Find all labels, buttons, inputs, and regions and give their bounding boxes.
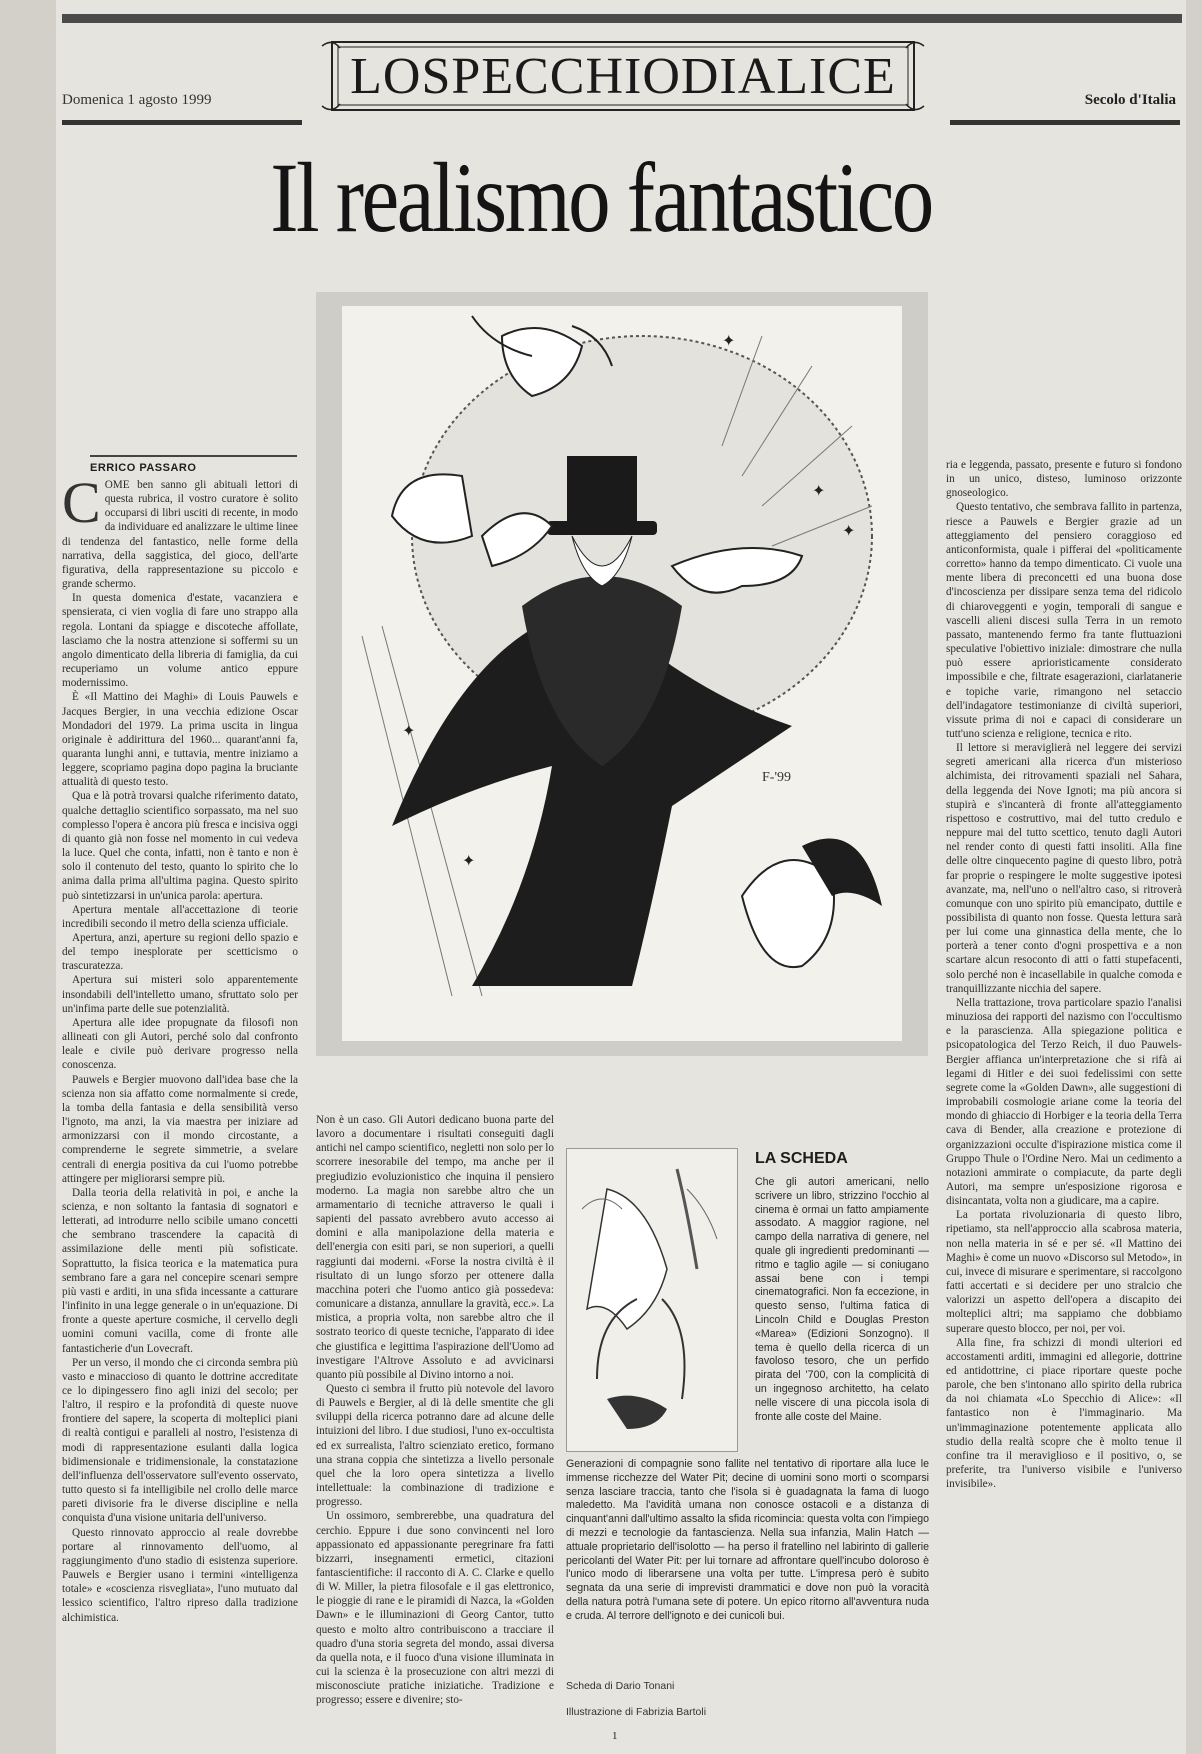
article-paragraph: Qua e là potrà trovarsi qualche riferimento datato, qualche dettaglio scientifico sorpassato, ma nel suo complesso l'opera è ancora più fresca e incisiva oggi di quanto già non fosse nel momento in cui vedeva la luce. Quel che conta, infatti, non è tanto e non è solo il contenuto del testo, quanto lo spirito che lo anima dalla prima all'ultima pagina. Questo spirito può sintetizzarsi in un'unica parola: apertura. [62,790,298,902]
article-paragraph: OME ben sanno gli abituali lettori di questa rubrica, il vostro curatore è solito occuparsi di libri usciti di recente, in modo da individuare ed analizzare le ultime linee di tendenza del fantastico, nelle forme della narrativa, della saggistica, del gioco, dell'arte figurativa, della rappresentazione su piccolo e grande schermo. [62,479,298,591]
article-paragraph: È «Il Mattino dei Maghi» di Louis Pauwels e Jacques Bergier, in una vecchia edizione Oscar Mondadori del 1979. La prima uscita in lingua originale è addirittura del 1960... quarant'anni fa, quaranta lunghi anni, e tuttavia, mentre iniziamo a leggere, scopriamo pagina dopo pagina la bruciante attualità di questo testo. [62,691,298,789]
byline-rule [90,455,297,457]
svg-text:✦: ✦ [722,331,736,350]
header-rule-right [950,120,1180,125]
masthead [318,36,928,116]
article-paragraph: Dalla teoria della relatività in poi, e anche la scienza, e non soltanto la fantasia di sognatori e letterati, ad introdurre nello scibile umano concetti che sembrano trascendere la capacità di assimilazione delle menti più sofisticate. Soprattutto, la fisica teorica e la matematica pura sembrano fare a gara nel concepire scenari sempre più vasti e arditi, in una sfida incessante a catturare l'infinito in una legge generale o in un'equazione. Di fronte a queste aperture cosmiche, il cervello degli uomini comuni vacilla, come di fronte alle fantasticherie d'un Lovecraft. [62,1186,298,1355]
scheda-title: LA SCHEDA [755,1150,848,1167]
article-paragraph: La portata rivoluzionaria di questo libro, ripetiamo, sta nell'approccio alla scabrosa materia, non nella materia in sé e per sé. «Il Mattino dei Maghi» è come un nuovo «Discorso sul Metodo», in cui, invece di misurare e sperimentare, si raccolgono fatti accertati e si decidere per uno stralcio che valorizzi un aspetto dell'opera a discapito dei molteplici altri; ma sappiamo che dobbiamo superare questo blocco, per noi, per voi. [946,1209,1182,1335]
scheda-text-top: Che gli autori americani, nello scrivere un libro, strizzino l'occhio al cinema è ormai un fatto ampiamente assodato. A maggior ragione, nel campo della narrativa di genere, nel quale gli ingredienti predominanti — ritmo e taglio agile — si coniugano assai bene con i tempi cinematografici. Non fa eccezione, in questo senso, l'ultima fatica di Lincoln Child e Douglas Preston «Marea» (Edizioni Sonzogno). Il tema è quello della ricerca di un favoloso tesoro, che un perfido pirata del '700, con la complicità di un ingegnoso architetto, ha celato nelle viscere di una piccola isola di fronte alle coste del Maine. [755,1176,929,1423]
warrior-illustration [567,1149,737,1451]
illustration-signature: F-'99 [762,770,791,785]
scheda-credit: Scheda di Dario Tonani [566,1680,675,1692]
article-paragraph: Per un verso, il mondo che ci circonda sembra più vasto e minaccioso di quanto le dottrine accreditate ce lo dipingessero fino agli inizi del secolo; per l'altro, il respiro e la profondità di queste nuove frontiere del sapere, la scoperta di molteplici piani di realtà contigui e paralleli al nostro, l'esistenza di modi di rappresentazione esulanti dalla logica bidimensionale e tridimensionale, la constatazione dell'influenza dell'osservatore sull'evento osservato, tutto questo si fa intelligibile nel crollo delle marce pareti divisorie fra le diverse discipline e nella conquista d'una visione unitaria dell'universo. [62,1356,298,1525]
article-paragraph: Questo rinnovato approccio al reale dovrebbe portare al rinnovamento dell'uomo, al raggiungimento d'uno stadio di esistenza superiore. Pauwels e Bergier usano i termini «intelligenza totale» e «coscienza risvegliata», l'uno mutuato dal lessico scientifico, l'altro ripreso dalla tradizione alchimistica. [62,1526,298,1624]
svg-text:✦: ✦ [842,521,856,540]
headline: Il realismo fantastico [270,142,932,253]
header-rule-left [62,120,302,125]
article-paragraph: Non è un caso. Gli Autori dedicano buona parte del lavoro a documentare i risultati conseguiti dagli antichi nel campo scientifico, negletti non solo per lo scorrere inesorabile del tempo, ma anche per il pregiudizio evoluzionistico che inquina il pensiero moderno. La magia non sarebbe altro che un armamentario di tecniche attraverso le quali i sapienti del passato avrebbero avuto accesso ai domini e alla manipolazione della materia e dell'energia con esiti pari, se non superiori, a quelli raggiunti dai moderni. «Forse la nostra civiltà è il risultato di un lungo sforzo per ottenere dalla macchina poteri che l'uomo antico già possedeva: comunicare a distanza, annullare la gravità, ecc.». La mistica, a propria volta, non sarebbe altro che il sostrato teorico di queste tecniche, l'apparato di idee che giustifica e legittima l'aspirazione dell'Uomo ad investigare l'Altrove Assoluto e ad avvicinarsi quanto più possibile al Divino intorno a noi. [316,1114,554,1381]
article-paragraph: Un ossimoro, sembrerebbe, una quadratura del cerchio. Eppure i due sono convincenti nel loro appassionato ed appassionante peregrinare fra fatti bizzarri, insegnamenti ermetici, citazioni fantascientifiche: il racconto di A. C. Clarke e quello di W. Miller, la pietra filosofale e il gas elettronico, le pioggie di rane e le piramidi di Nazca, la «Golden Dawn» e le illuminazioni di Georg Cantor, tutto questo e molto altro contribuiscono a tracciare il quadro d'una storia segreta del mondo, assai diversa da quella nota, e il fuoco d'una visione illuminata in cui la scienza è la prosecuzione con altri mezzi di misconosciute pratiche iniziatiche. Tradizione e progresso; essere e divenire; sto- [316,1510,554,1707]
svg-text:✦: ✦ [462,851,476,870]
magician-illustration [342,306,902,1041]
article-paragraph: Alla fine, fra schizzi di mondi ulteriori ed accostamenti arditi, immagini ed allegorie, dottrine ed antidottrine, ci piace riportare queste poche parole, che ben s'intonano allo spirito della rubrica da noi chiamata «Lo Specchio di Alice»: «Il fantastico non è l'immaginario. Ma un'immaginazione potentemente applicata allo studio della realtà scopre che è molto tenue il confine tra il meraviglioso e il positivo, o, se preferite, tra l'universo visibile e l'universo invisibile». [946,1336,1182,1491]
article-paragraph: Il lettore si meraviglierà nel leggere dei servizi segreti americani alla ricerca d'un misterioso alchimista, dei ritrovamenti spaziali nel Sahara, della leggenda dei Nove Ignoti; ma più ancora si stupirà e s'incanterà di fronte all'atteggiamento rispettoso e costruttivo, mai del tutto credulo e neppure mai del tutto scettico, tenuto dagli Autori nel render conto di questi fatti insoliti. Alla fine delle oltre cinquecento pagine di questo libro, potrà far proprie o respingere le molte suggestive ipotesi avanzate, ma, nell'uno o nell'altro caso, si ritroverà comunque con uno spirito più emancipato, duttile e possibilista di quanto non fosse. Questa lettura sarà per lui come una ginnastica della mente, che lo porterà a tener conto d'ogni prospettiva e a non scartare alcun resoconto di atti o fatti stupefacenti, solo perché non è incasellabile in qualche comoda e tranquillizzante nicchia del sapere. [946,742,1182,995]
byline: ERRICO PASSARO [90,462,197,474]
article-paragraph: Apertura, anzi, aperture su regioni dello spazio e del tempo inesplorate per scetticismo o trascuratezza. [62,932,298,973]
svg-text:✦: ✦ [812,481,826,500]
article-column-1 [62,478,298,1728]
illustration-credit: Illustrazione di Fabrizia Bartoli [566,1706,707,1718]
svg-text:✦: ✦ [402,721,416,740]
article-paragraph: Pauwels e Bergier muovono dall'idea base che la scienza non sia affatto come normalmente si crede, la tomba della fantasia e della sensibilità verso l'ignoto, ma anzi, la via maestra per iniziare ad armonizzarsi con il mondo circostante, a comprenderne le segrete simmetrie, a svelare centrali di energia positiva da cui l'uomo potrebbe attingere per migliorarsi sempre più. [62,1073,298,1185]
issue-date: Domenica 1 agosto 1999 [62,92,212,108]
article-paragraph: Questo tentativo, che sembrava fallito in partenza, riesce a Pauwels e Bergier grazie ad un atteggiamento del pensiero coraggioso ed anticonformista, quale i pifferai del «politicamente corretto» hanno da tempo dimenticato. Ci vuole una mente libera di preconcetti ed una buona dose d'incoscienza per dissipare senza tema del ridicolo di chiaroveggenti e yogin, temporali di sangue e vascelli alieni discesi sulla Terra in un remoto passato, mantenendo fermo fra tante fluttuazioni speculative l'obiettivo iniziale: dimostrare che nulla può essere aprioristicamente considerato impossibile e che, filtrate esagerazioni, ciarlatanerie e topiche varie, rimangono nel setaccio dell'indagatore testimonianze di civiltà superiori, vissute prima di noi e capaci di considerare un tutt'uno scienza e religione, tecnica e rito. [946,501,1182,740]
article-paragraph: Nella trattazione, trova particolare spazio l'analisi minuziosa dei rapporti del nazismo con l'occultismo e la parascienza. Alla spiegazione politica e psicopatologica del Terzo Reich, il duo Pauwels-Bergier affianca un'interpretazione che si rifà ai legami di Hitler e dei suoi fedelissimi con sette segrete come la «Golden Dawn», alle suggestioni di improbabili cosmologie ariane come la teoria del mondo di ghiaccio di Horbiger e la teoria della Terra cava di Bender, alla creazione e protezione di organizzazioni occulte d'ispirazione mistica come il Gruppo Thule o l'Ordine Nero. Mai un cedimento a notazioni ammirate o compiacute, da parte degli Autori, ma sempre un'esposizione rigorosa e disincantata, volta non a giudicare, ma a capire. [946,996,1182,1208]
scheda-illustration [566,1148,738,1452]
article-column-2 [316,1113,554,1733]
article-paragraph: ria e leggenda, passato, presente e futuro si fondono in un unico, disteso, luminoso orizzonte gnoseologico. [946,459,1182,500]
main-illustration [342,306,902,1041]
masthead-title: LOSPECCHIODIALICE [350,47,896,105]
top-rule [62,14,1182,23]
article-paragraph: Apertura sui misteri solo apparentemente insondabili dell'intelletto umano, sfruttato solo per un'infima parte delle sue potenzialità. [62,974,298,1015]
publication-name: Secolo d'Italia [1084,92,1176,108]
article-column-3 [946,458,1182,1733]
article-paragraph: In questa domenica d'estate, vacanziera e spensierata, ci vien voglia di fare uno strappo alla regola. Lontani da spiagge e discoteche affollate, lasciamo che la nostra attenzione si soffermi su un angolo dimenticato della libreria di famiglia, da cui recuperiamo un volume antico eppure modernissimo. [62,592,298,690]
scheda-text-bottom: Generazioni di compagnie sono fallite nel tentativo di riportare alla luce le immense ricchezze del Water Pit; decine di uomini sono morti o scomparsi senza lasciare traccia, tanto che l'isola si è guadagnata la fama di luogo maledetto. Ma l'avidità umana non conosce ostacoli e a distanza di cinquant'anni dall'ultimo assalto la sfida ricomincia: questa volta con l'impiego di mezzi e tecnologie da fantascienza. Nella sua infanzia, Malin Hatch — attuale proprietario dell'isolotto — ha perso il fratellino nel labirinto di gallerie pericolanti del Water Pit: per lui tornare ad affrontare quell'incubo doloroso è l'unico modo di liberarsene una volta per tutte. L'impresa però è subito segnata da una serie di imprevisti drammatici e dove non può la voracità della natura potrà l'umana sete di potere. Un epico ritorno all'avventura nuda e cruda. Al terrore dell'ignoto e dei cunicoli bui. [566,1458,929,1622]
drop-cap: C [62,478,101,535]
page-number: 1 [612,1730,618,1742]
article-paragraph: Apertura mentale all'accettazione di teorie incredibili secondo il metro della scienza ufficiale. [62,903,298,930]
article-paragraph: Apertura alle idee propugnate da filosofi non allineati con gli Autori, perché solo dal confronto leale e civile può derivare progresso nella conoscenza. [62,1016,298,1072]
article-paragraph: Questo ci sembra il frutto più notevole del lavoro di Pauwels e Bergier, al di là delle smentite che gli sviluppi della ricerca potranno dare ad alcune delle intuizioni del libro. I due studiosi, l'uno ex-occultista ed ex surrealista, l'altro scienziato eretico, formano una strana coppia che sintetizza a livello personale quel che la loro opera sintetizza a livello intellettuale: la combinazione di tradizione e progresso. [316,1382,554,1509]
